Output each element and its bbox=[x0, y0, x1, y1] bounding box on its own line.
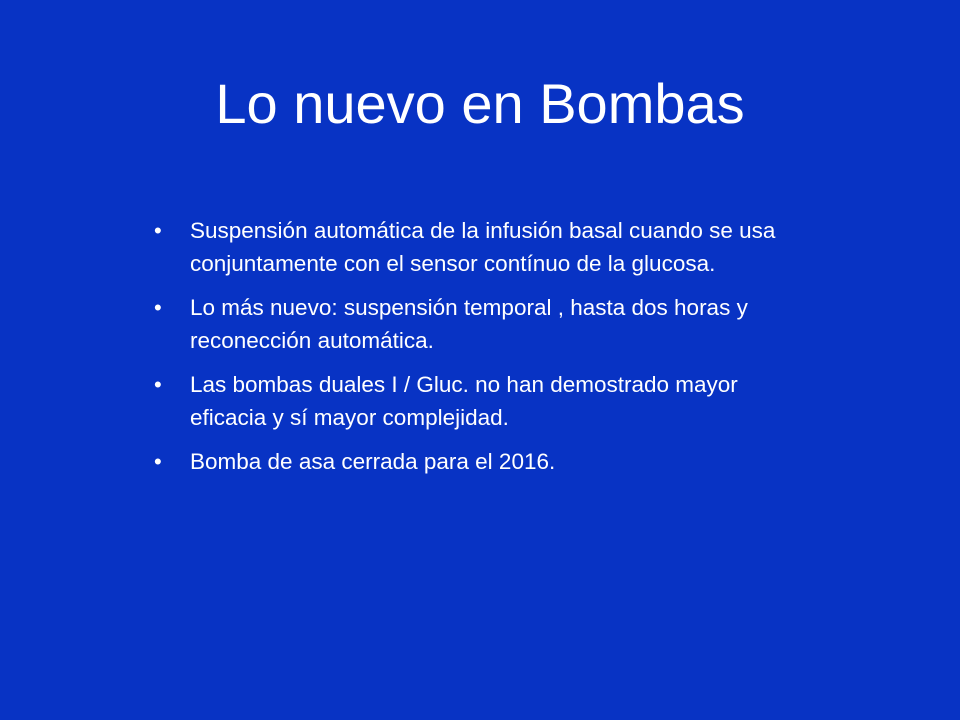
bullet-item bbox=[152, 291, 812, 357]
slide-title: Lo nuevo en Bombas bbox=[215, 72, 745, 135]
bullet-dot-icon: • bbox=[154, 449, 162, 474]
bullet-text: Bomba de asa cerrada para el 2016. bbox=[190, 449, 556, 474]
bullet-item bbox=[152, 368, 812, 434]
bullet-text: Las bombas duales I / Gluc. no han demostrado mayor eficacia y sí mayor complejidad. bbox=[190, 372, 738, 430]
bullet-text: Suspensión automática de la infusión basal cuando se usa conjuntamente con el sensor contínuo de la glucosa. bbox=[190, 218, 776, 276]
bullet-text: Lo más nuevo: suspensión temporal , hasta dos horas y reconección automática. bbox=[190, 295, 748, 353]
bullet-list bbox=[152, 214, 812, 489]
bullet-dot-icon: • bbox=[154, 295, 162, 320]
bullet-item bbox=[152, 445, 812, 478]
bullet-item bbox=[152, 214, 812, 280]
bullet-dot-icon: • bbox=[154, 372, 162, 397]
bullet-dot-icon: • bbox=[154, 218, 162, 243]
